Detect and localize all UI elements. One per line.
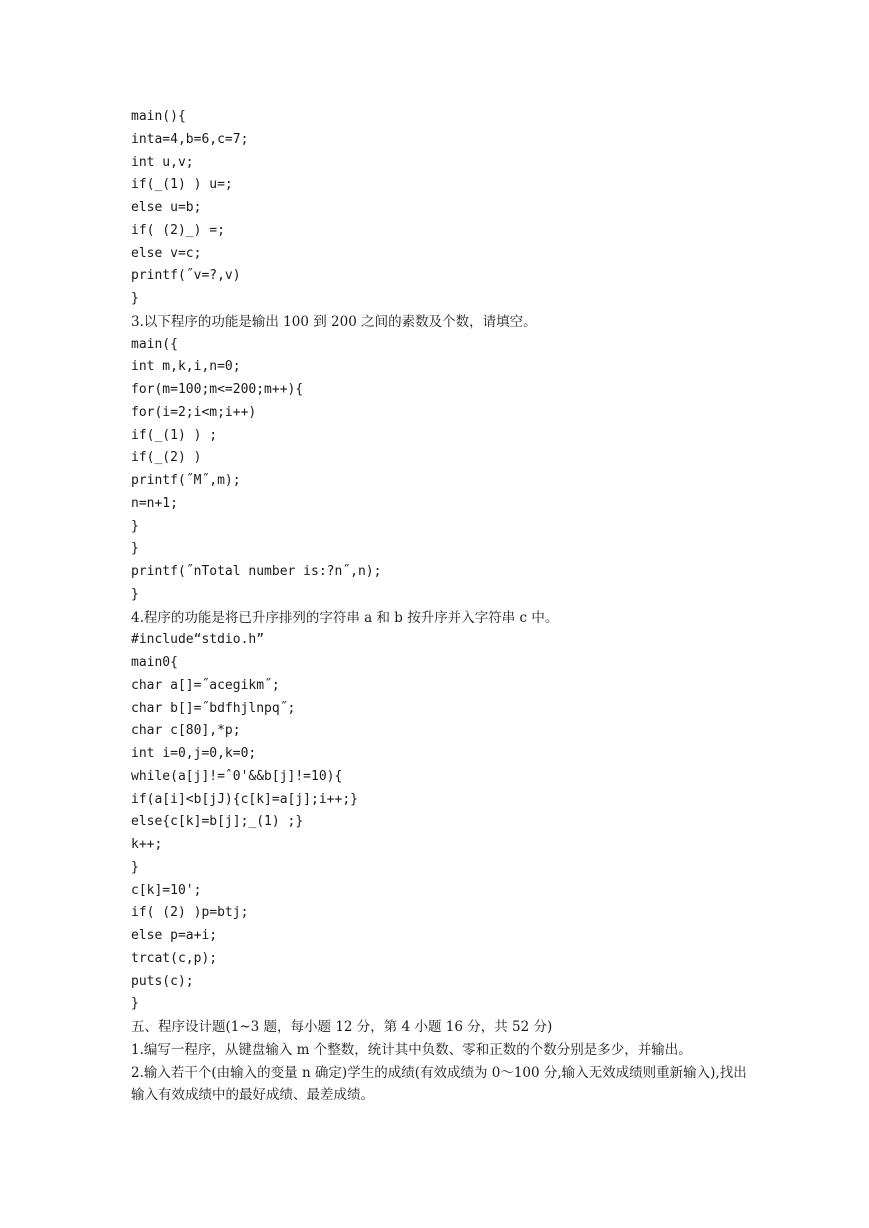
text-line: 3.以下程序的功能是输出 100 到 200 之间的素数及个数，请填空。 [131, 313, 537, 330]
code-line: else v=c; [131, 245, 202, 261]
code-line: while(a[j]!=ˆ0'&&b[j]!=10){ [131, 768, 343, 784]
code-line: printf(˝v=?,v) [131, 268, 241, 284]
code-line: if( (2) )p=btj; [131, 905, 249, 921]
code-line: for(m=100;m<=200;m++){ [131, 382, 304, 397]
code-line: if(_(2) ) [131, 450, 202, 466]
code-line: } [131, 996, 139, 1012]
text-line: 1.编写一程序，从键盘输入 m 个整数，统计其中负数、零和正数的个数分别是多少，并输出。 [131, 1041, 692, 1058]
code-line: int u,v; [131, 154, 194, 170]
code-line: int i=0,j=0,k=0; [131, 746, 257, 761]
code-line: else u=b; [131, 200, 202, 215]
code-line: n=n+1; [131, 495, 178, 511]
code-line: } [131, 541, 139, 557]
code-line: c[k]=10'; [131, 882, 202, 898]
code-line: main0{ [131, 655, 178, 670]
code-line: printf(˝nTotal number is:?n˝,n); [131, 564, 382, 579]
code-line: if(a[i]<b[jJ){c[k]=a[j];i++;} [131, 791, 358, 807]
text-line: 五、程序设计题(1~3 题，每小题 12 分，第 4 小题 16 分，共 52 分) [131, 1019, 553, 1035]
code-line: else{c[k]=b[j];_(1) ;} [131, 814, 304, 830]
code-line: #include“stdio.h” [131, 632, 265, 648]
code-line: } [131, 518, 139, 534]
code-line: int m,k,i,n=0; [131, 359, 241, 375]
code-line: main(){ [131, 109, 186, 124]
code-line: char b[]=˝bdfhjlnpq˝; [131, 700, 296, 716]
code-line: for(i=2;i<m;i++) [131, 404, 257, 420]
code-line: inta=4,b=6,c=7; [131, 131, 249, 147]
code-line: char a[]=˝acegikm˝; [131, 677, 280, 693]
code-line: } [131, 291, 139, 306]
code-line: else p=a+i; [131, 928, 218, 943]
code-line: k++; [131, 837, 163, 852]
document-page [131, 106, 751, 1107]
code-line: puts(c); [131, 973, 194, 989]
code-line: } [131, 859, 139, 875]
code-line: trcat(c,p); [131, 950, 218, 966]
text-line: 4.程序的功能是将已升序排列的字符串 a 和 b 按升序并入字符串 c 中。 [131, 609, 559, 626]
code-line: printf(˝M˝,m); [131, 473, 241, 488]
code-line: if(_(1) ) u=; [131, 177, 233, 193]
text-line: 2.输入若干个(由输入的变量 n 确定)学生的成绩(有效成绩为 0～100 分,输入无效成绩则重新输入),找出输入有效成绩中的最好成绩、最差成绩。 [131, 1064, 747, 1104]
code-line: char c[80],*p; [131, 723, 241, 739]
code-line: if(_(1) ) ; [131, 427, 218, 443]
code-line: if( (2)_) =; [131, 222, 225, 238]
code-line: main({ [131, 336, 178, 352]
code-line: } [131, 586, 139, 602]
